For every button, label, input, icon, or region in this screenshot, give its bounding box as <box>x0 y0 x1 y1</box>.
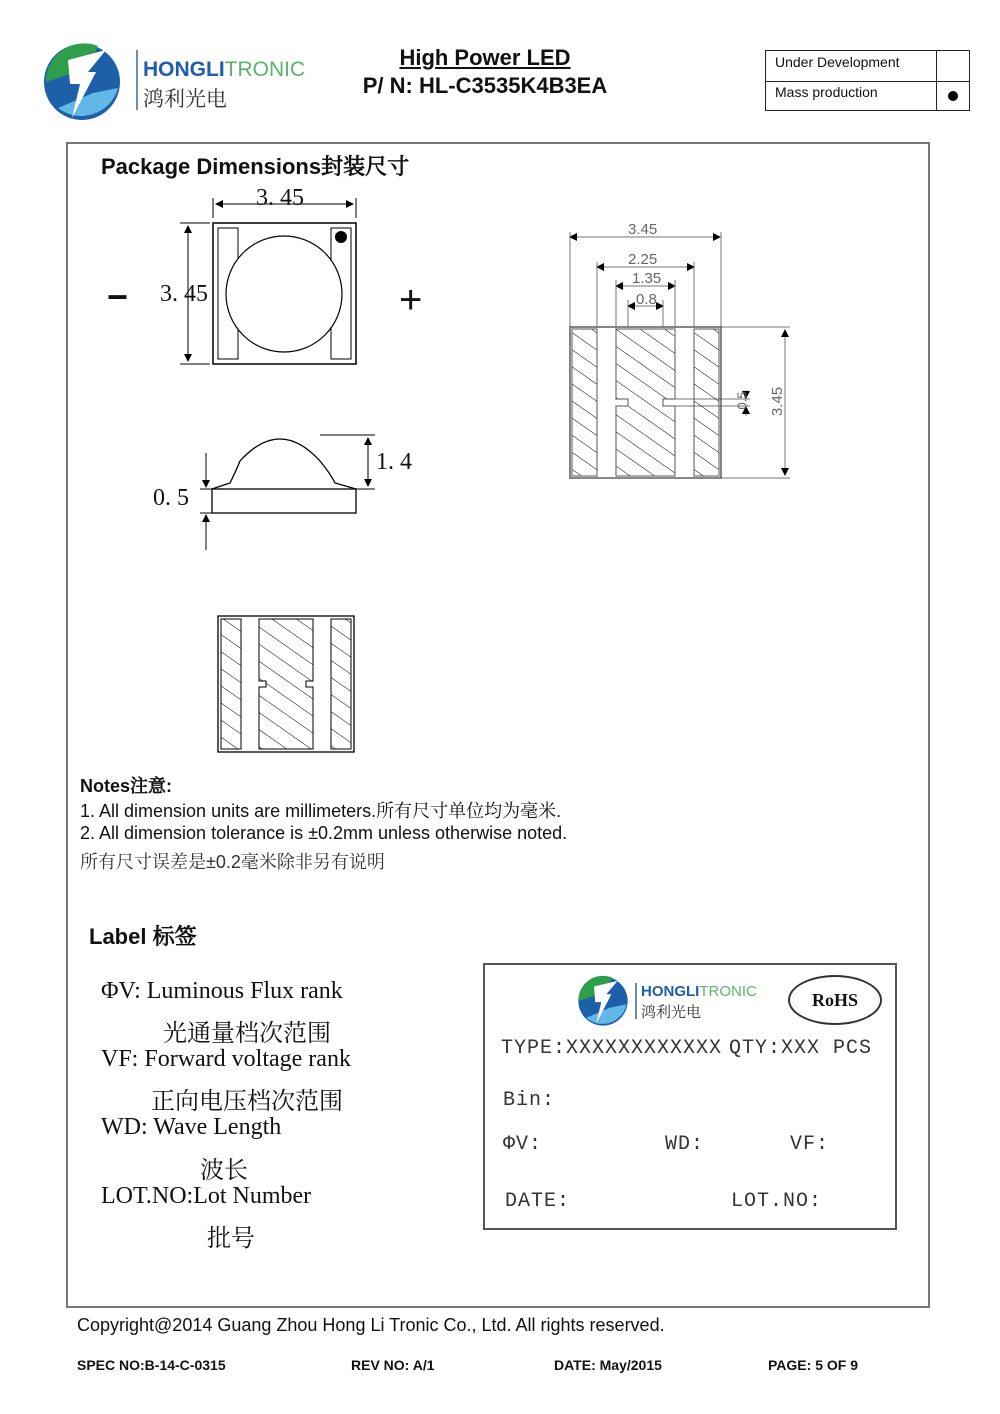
label-phiv: ΦV: <box>503 1133 543 1156</box>
dim-pad-outer: 3.45 <box>628 221 658 238</box>
label-wd: WD: <box>665 1133 705 1156</box>
label-bin: Bin: <box>503 1089 556 1112</box>
pad-layout-drawing <box>560 222 800 487</box>
bottom-view-drawing <box>217 615 357 755</box>
legend-lot-cn: 批号 <box>207 1226 255 1252</box>
status-label: Under Development <box>775 54 900 70</box>
dim-pad-mid: 1.35 <box>632 270 662 287</box>
dim-base-height: 0. 5 <box>153 485 189 511</box>
dim-top-height: 3. 45 <box>160 281 208 307</box>
dim-pad-gap: 0.5 <box>734 391 750 410</box>
label-date: DATE: <box>505 1190 571 1213</box>
label-section-title: Label 标签 <box>89 924 197 949</box>
status-row-mass-production <box>766 81 969 111</box>
note-line-1: 1. All dimension units are millimeters.所有尺寸单位均为毫米. <box>80 801 562 821</box>
polarity-dot-icon <box>335 231 347 243</box>
dim-pad-center: 0.8 <box>636 291 657 308</box>
dim-top-width: 3. 45 <box>256 185 304 211</box>
logo-emblem-icon <box>575 973 631 1029</box>
legend-voltage-cn: 正向电压档次范围 <box>151 1089 343 1115</box>
title-product: High Power LED <box>399 45 571 70</box>
note-line-3: 所有尺寸误差是±0.2毫米除非另有说明 <box>80 852 385 872</box>
document-date: DATE: May/2015 <box>554 1357 662 1373</box>
rohs-badge: RoHS <box>788 975 882 1025</box>
title-part-number: P/ N: HL-C3535K4B3EA <box>362 73 608 98</box>
notes-title: Notes注意: <box>80 776 173 796</box>
brand-name-en: HONGLITRONIC <box>641 983 757 1000</box>
status-label: Mass production <box>775 84 878 100</box>
brand-name-en: HONGLITRONIC <box>143 58 306 81</box>
brand-name-cn: 鸿利光电 <box>143 88 227 111</box>
document-title <box>330 44 640 100</box>
revision-number: REV NO: A/1 <box>351 1357 435 1373</box>
status-row-development <box>766 51 969 82</box>
label-vf: VF: <box>790 1133 830 1156</box>
company-logo <box>38 38 308 123</box>
side-view-drawing <box>190 425 390 555</box>
label-sample-box <box>483 963 897 1230</box>
checked-dot-icon <box>948 91 958 101</box>
spec-number: SPEC NO:B-14-C-0315 <box>77 1357 226 1373</box>
label-lot: LOT.NO: <box>731 1190 823 1213</box>
brand-name-cn: 鸿利光电 <box>641 1004 702 1021</box>
legend-voltage-en: VF: Forward voltage rank <box>101 1046 351 1072</box>
cathode-minus-sign: − <box>107 276 129 317</box>
status-table <box>765 50 970 111</box>
legend-wavelength-en: WD: Wave Length <box>101 1114 282 1140</box>
legend-lot-en: LOT.NO:Lot Number <box>101 1183 312 1209</box>
label-qty: QTY:XXX PCS <box>729 1037 873 1060</box>
page-number: PAGE: 5 OF 9 <box>768 1357 858 1373</box>
copyright-text: Copyright@2014 Guang Zhou Hong Li Tronic Co., Ltd. All rights reserved. <box>77 1315 665 1335</box>
logo-divider <box>635 983 637 1019</box>
label-type: TYPE:XXXXXXXXXXXX <box>501 1037 723 1060</box>
status-checkbox <box>936 81 969 111</box>
dim-pad-inner: 2.25 <box>628 251 658 268</box>
anode-plus-sign: + <box>399 278 423 322</box>
logo-divider <box>136 50 138 110</box>
status-checkbox <box>936 51 969 81</box>
note-line-2: 2. All dimension tolerance is ±0.2mm unless otherwise noted. <box>80 823 568 843</box>
package-dimensions-title: Package Dimensions封装尺寸 <box>101 154 410 179</box>
logo-emblem-icon <box>38 38 138 123</box>
dim-pad-height: 3.45 <box>769 386 787 417</box>
dim-dome-height: 1. 4 <box>376 449 412 475</box>
legend-flux-cn: 光通量档次范围 <box>163 1021 331 1047</box>
legend-flux-en: ΦV: Luminous Flux rank <box>101 978 343 1004</box>
legend-wavelength-cn: 波长 <box>200 1158 248 1184</box>
